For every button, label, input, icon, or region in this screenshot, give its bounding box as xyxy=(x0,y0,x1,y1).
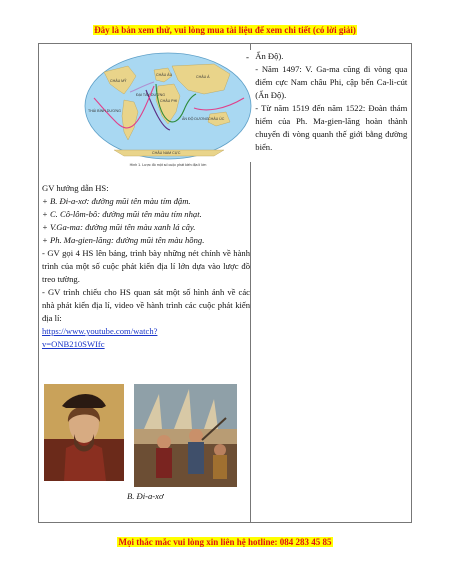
contact-hotline: Mọi thắc mắc vui lòng xin liên hệ hotline: 084 283 45 85 xyxy=(118,537,332,547)
voyage-painting xyxy=(134,384,237,487)
label-chau-uc: CHÂU ÚC xyxy=(208,117,225,121)
right-paragraph-2: - Từ năm 1519 đến năm 1522: Đoàn thám hiểm của Ph. Ma-gien-lăng hoàn thành chuyến đi vòng quanh thế giới bằng đường biển. xyxy=(255,103,408,152)
label-chau-au: CHÂU ÂU xyxy=(156,73,173,77)
map-caption: Hình 1. Lược đồ một số cuộc phát kiến địa lí lớn xyxy=(129,163,207,167)
label-chau-my: CHÂU MỸ xyxy=(110,79,127,83)
paragraph-2: - GV trình chiếu cho HS quan sát một số hình ảnh về các nhà phát kiến địa lí, video về hành trình các cuộc phát kiến địa lí: xyxy=(42,287,250,323)
world-map xyxy=(84,50,252,162)
guide-title: GV hướng dẫn HS: xyxy=(42,183,109,193)
youtube-link-line2[interactable]: v=ONB210SWIfc xyxy=(42,339,105,349)
label-chau-phi: CHÂU PHI xyxy=(160,99,178,103)
left-text xyxy=(42,182,250,351)
right-paragraph-1: - Năm 1497: V. Ga-ma cũng đi vòng qua điểm cực Nam châu Phi, cập bến Ca-li-cút (Ấn Độ). xyxy=(255,64,408,100)
label-nam-cuc: CHÂU NAM CỰC xyxy=(152,151,181,155)
right-column xyxy=(251,44,412,523)
guide-item-columbus: + C. Cô-lôm-bô: đường mũi tên màu tím nhạt. xyxy=(42,209,202,219)
label-tbd: THÁI BÌNH DƯƠNG xyxy=(88,109,121,113)
right-text xyxy=(255,50,407,154)
dash: - xyxy=(246,52,249,62)
guide-item-magellan: + Ph. Ma-gien-lăng: đường mũi tên màu hồng. xyxy=(42,235,205,245)
guide-item-gama: + V.Ga-ma: đường mũi tên màu xanh lá cây. xyxy=(42,222,196,232)
portrait-image xyxy=(44,384,124,481)
guide-item-diaz: + B. Đi-a-xơ: đường mũi tên màu tím đậm. xyxy=(42,196,191,206)
label-an-do-duong: ẤN ĐỘ DƯƠNG xyxy=(182,117,209,121)
youtube-link-line1[interactable]: https://www.youtube.com/watch? xyxy=(42,326,158,336)
label-chau-a: CHÂU Á xyxy=(196,75,210,79)
portrait-caption: B. Đi-a-xơ xyxy=(127,491,164,501)
right-line-0: Ấn Độ). xyxy=(255,51,284,61)
content-table xyxy=(38,43,412,523)
paragraph-1: - GV gọi 4 HS lên bảng, trình bày những nét chính về hành trình của một số cuộc phát kiến địa lí lớn dựa vào lược đồ treo tường. xyxy=(42,248,250,284)
left-column xyxy=(39,44,251,523)
preview-notice: Đây là bản xem thử, vui lòng mua tài liệu để xem chi tiết (có lời giải) xyxy=(94,25,356,35)
label-dtd: ĐẠI TÂY DƯƠNG xyxy=(136,93,165,97)
